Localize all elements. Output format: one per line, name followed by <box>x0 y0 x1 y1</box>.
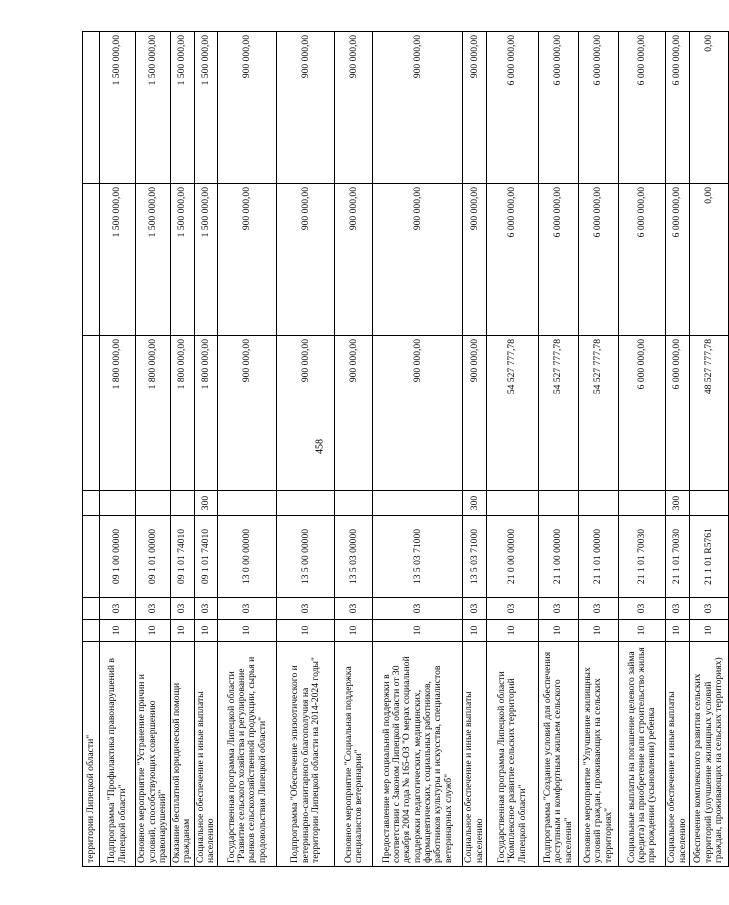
section-cell: 10 <box>666 620 690 642</box>
target-article-cell: 21 1 00 00000 <box>539 516 579 598</box>
amount-year1-cell: 900 000,00 <box>218 336 277 491</box>
amount-year1-cell: 1 800 000,00 <box>194 336 218 491</box>
row-name-cell: Предоставление мер социальной поддержки в соответствии с Законом Липецкой области от 30 декабря 2004 года № 165-ОЗ "О мерах социальной поддержки педагогических, медицинских, фармацевтических, социальных работников, работников культуры и искусства, специалистов ветеринарных служб" <box>373 642 463 867</box>
table-row <box>579 32 619 867</box>
expense-type-cell <box>579 491 619 516</box>
section-cell: 10 <box>463 620 487 642</box>
row-name-cell: Социальные выплаты на погашение целевого займа (кредита) на приобретение или строительство жилья при рождении (усыновлении) ребенка <box>619 642 666 867</box>
subsection-cell: 03 <box>463 598 487 620</box>
subsection-cell: 03 <box>218 598 277 620</box>
table-row <box>689 32 728 867</box>
amount-year3-cell <box>83 32 100 184</box>
subsection-cell: 03 <box>136 598 171 620</box>
target-article-cell: 13 5 03 71000 <box>463 516 487 598</box>
amount-year2-cell: 900 000,00 <box>277 184 335 336</box>
target-article-cell: 13 0 00 00000 <box>218 516 277 598</box>
table-row <box>277 32 335 867</box>
row-name-cell: Социальное обеспечение и иные выплаты населению <box>194 642 218 867</box>
subsection-cell: 03 <box>487 598 539 620</box>
row-name-cell: Социальное обеспечение и иные выплаты населению <box>666 642 690 867</box>
section-cell: 10 <box>100 620 136 642</box>
amount-year1-cell: 54 527 777,78 <box>539 336 579 491</box>
target-article-cell: 09 1 01 74010 <box>194 516 218 598</box>
expense-type-cell <box>539 491 579 516</box>
page-number: 458 <box>314 439 326 454</box>
amount-year1-cell: 900 000,00 <box>463 336 487 491</box>
table-row <box>83 32 100 867</box>
expense-type-cell: 300 <box>666 491 690 516</box>
amount-year3-cell: 6 000 000,00 <box>579 32 619 184</box>
expense-type-cell <box>487 491 539 516</box>
budget-table <box>82 31 729 867</box>
section-cell: 10 <box>619 620 666 642</box>
table-row <box>136 32 171 867</box>
table-row <box>463 32 487 867</box>
amount-year1-cell: 1 800 000,00 <box>100 336 136 491</box>
row-name-cell: территории Липецкой области" <box>83 642 100 867</box>
section-cell: 10 <box>218 620 277 642</box>
expense-type-cell <box>136 491 171 516</box>
amount-year1-cell: 1 800 000,00 <box>136 336 171 491</box>
expense-type-cell <box>83 491 100 516</box>
subsection-cell: 03 <box>539 598 579 620</box>
amount-year3-cell: 0,00 <box>689 32 728 184</box>
row-name-cell: Государственная программа Липецкой области "Комплексное развитие сельских территорий Липецкой области" <box>487 642 539 867</box>
section-cell: 10 <box>277 620 335 642</box>
expense-type-cell <box>619 491 666 516</box>
row-name-cell: Социальное обеспечение и иные выплаты населению <box>463 642 487 867</box>
amount-year2-cell: 900 000,00 <box>463 184 487 336</box>
amount-year3-cell: 1 500 000,00 <box>136 32 171 184</box>
subsection-cell: 03 <box>666 598 690 620</box>
expense-type-cell <box>100 491 136 516</box>
target-article-cell: 13 5 03 00000 <box>335 516 373 598</box>
table-row <box>171 32 195 867</box>
section-cell: 10 <box>539 620 579 642</box>
amount-year2-cell: 1 500 000,00 <box>194 184 218 336</box>
amount-year2-cell: 6 000 000,00 <box>619 184 666 336</box>
table-row <box>487 32 539 867</box>
subsection-cell: 03 <box>373 598 463 620</box>
table-row <box>373 32 463 867</box>
section-cell: 10 <box>689 620 728 642</box>
target-article-cell: 21 1 01 70030 <box>619 516 666 598</box>
amount-year1-cell: 6 000 000,00 <box>666 336 690 491</box>
amount-year1-cell: 900 000,00 <box>277 336 335 491</box>
amount-year1-cell: 54 527 777,78 <box>579 336 619 491</box>
section-cell: 10 <box>136 620 171 642</box>
table-row <box>539 32 579 867</box>
expense-type-cell <box>218 491 277 516</box>
amount-year3-cell: 900 000,00 <box>463 32 487 184</box>
amount-year3-cell: 6 000 000,00 <box>666 32 690 184</box>
section-cell: 10 <box>487 620 539 642</box>
amount-year1-cell: 6 000 000,00 <box>619 336 666 491</box>
amount-year3-cell: 1 500 000,00 <box>171 32 195 184</box>
row-name-cell: Основное мероприятие "Устранение причин и условий, способствующих совершению правонарушений" <box>136 642 171 867</box>
amount-year2-cell: 6 000 000,00 <box>539 184 579 336</box>
amount-year2-cell: 1 500 000,00 <box>100 184 136 336</box>
amount-year1-cell: 1 800 000,00 <box>171 336 195 491</box>
row-name-cell: Подпрограмма "Создание условий для обеспечения доступным и комфортным жильем сельского населения" <box>539 642 579 867</box>
expense-type-cell <box>335 491 373 516</box>
row-name-cell: Оказание бесплатной юридической помощи гражданам <box>171 642 195 867</box>
subsection-cell <box>83 598 100 620</box>
expense-type-cell <box>171 491 195 516</box>
table-row <box>619 32 666 867</box>
subsection-cell: 03 <box>335 598 373 620</box>
row-name-cell: Основное мероприятие "Социальная поддержка специалистов ветеринарии" <box>335 642 373 867</box>
target-article-cell: 09 1 00 00000 <box>100 516 136 598</box>
section-cell: 10 <box>171 620 195 642</box>
amount-year2-cell <box>83 184 100 336</box>
amount-year1-cell: 48 527 777,78 <box>689 336 728 491</box>
target-article-cell <box>83 516 100 598</box>
subsection-cell: 03 <box>579 598 619 620</box>
subsection-cell: 03 <box>100 598 136 620</box>
row-name-cell: Основное мероприятие "Улучшение жилищных условий граждан, проживающих на сельских территориях" <box>579 642 619 867</box>
target-article-cell: 21 1 01 70030 <box>666 516 690 598</box>
subsection-cell: 03 <box>171 598 195 620</box>
amount-year1-cell: 54 527 777,78 <box>487 336 539 491</box>
amount-year3-cell: 6 000 000,00 <box>619 32 666 184</box>
target-article-cell: 21 1 01 00000 <box>579 516 619 598</box>
table-row <box>218 32 277 867</box>
amount-year3-cell: 900 000,00 <box>373 32 463 184</box>
amount-year2-cell: 900 000,00 <box>335 184 373 336</box>
amount-year2-cell: 6 000 000,00 <box>579 184 619 336</box>
section-cell <box>83 620 100 642</box>
amount-year2-cell: 0,00 <box>689 184 728 336</box>
table-row <box>194 32 218 867</box>
subsection-cell: 03 <box>194 598 218 620</box>
table-row <box>666 32 690 867</box>
amount-year3-cell: 6 000 000,00 <box>487 32 539 184</box>
amount-year2-cell: 6 000 000,00 <box>666 184 690 336</box>
row-name-cell: Подпрограмма "Профилактика правонарушений в Липецкой области" <box>100 642 136 867</box>
section-cell: 10 <box>335 620 373 642</box>
table-row <box>100 32 136 867</box>
expense-type-cell: 300 <box>194 491 218 516</box>
amount-year3-cell: 6 000 000,00 <box>539 32 579 184</box>
subsection-cell: 03 <box>619 598 666 620</box>
amount-year3-cell: 1 500 000,00 <box>194 32 218 184</box>
subsection-cell: 03 <box>277 598 335 620</box>
section-cell: 10 <box>579 620 619 642</box>
amount-year2-cell: 1 500 000,00 <box>171 184 195 336</box>
target-article-cell: 09 1 01 74010 <box>171 516 195 598</box>
amount-year3-cell: 900 000,00 <box>277 32 335 184</box>
amount-year3-cell: 1 500 000,00 <box>100 32 136 184</box>
amount-year2-cell: 900 000,00 <box>373 184 463 336</box>
expense-type-cell: 300 <box>463 491 487 516</box>
table-body <box>83 32 729 867</box>
expense-type-cell <box>277 491 335 516</box>
target-article-cell: 13 5 03 71000 <box>373 516 463 598</box>
row-name-cell: Государственная программа Липецкой области "Развитие сельского хозяйства и регулирование рынков сельскохозяйственной продукции, сырья и продовольствия Липецкой области" <box>218 642 277 867</box>
amount-year1-cell <box>83 336 100 491</box>
target-article-cell: 13 5 00 00000 <box>277 516 335 598</box>
amount-year3-cell: 900 000,00 <box>335 32 373 184</box>
amount-year2-cell: 900 000,00 <box>218 184 277 336</box>
amount-year1-cell: 900 000,00 <box>335 336 373 491</box>
amount-year2-cell: 1 500 000,00 <box>136 184 171 336</box>
amount-year2-cell: 6 000 000,00 <box>487 184 539 336</box>
table-row <box>335 32 373 867</box>
row-name-cell: Обеспечение комплексного развития сельских территорий (улучшение жилищных условий граждан, проживающих на сельских территориях) <box>689 642 728 867</box>
expense-type-cell <box>373 491 463 516</box>
section-cell: 10 <box>373 620 463 642</box>
expense-type-cell <box>689 491 728 516</box>
target-article-cell: 09 1 01 00000 <box>136 516 171 598</box>
section-cell: 10 <box>194 620 218 642</box>
target-article-cell: 21 1 01 R5761 <box>689 516 728 598</box>
subsection-cell: 03 <box>689 598 728 620</box>
amount-year1-cell: 900 000,00 <box>373 336 463 491</box>
row-name-cell: Подпрограмма "Обеспечение эпизоотического и ветеринарно-санитарного благополучия на территории Липецкой области на 2014-2024 годы" <box>277 642 335 867</box>
amount-year3-cell: 900 000,00 <box>218 32 277 184</box>
target-article-cell: 21 0 00 00000 <box>487 516 539 598</box>
rotated-page <box>82 32 725 867</box>
